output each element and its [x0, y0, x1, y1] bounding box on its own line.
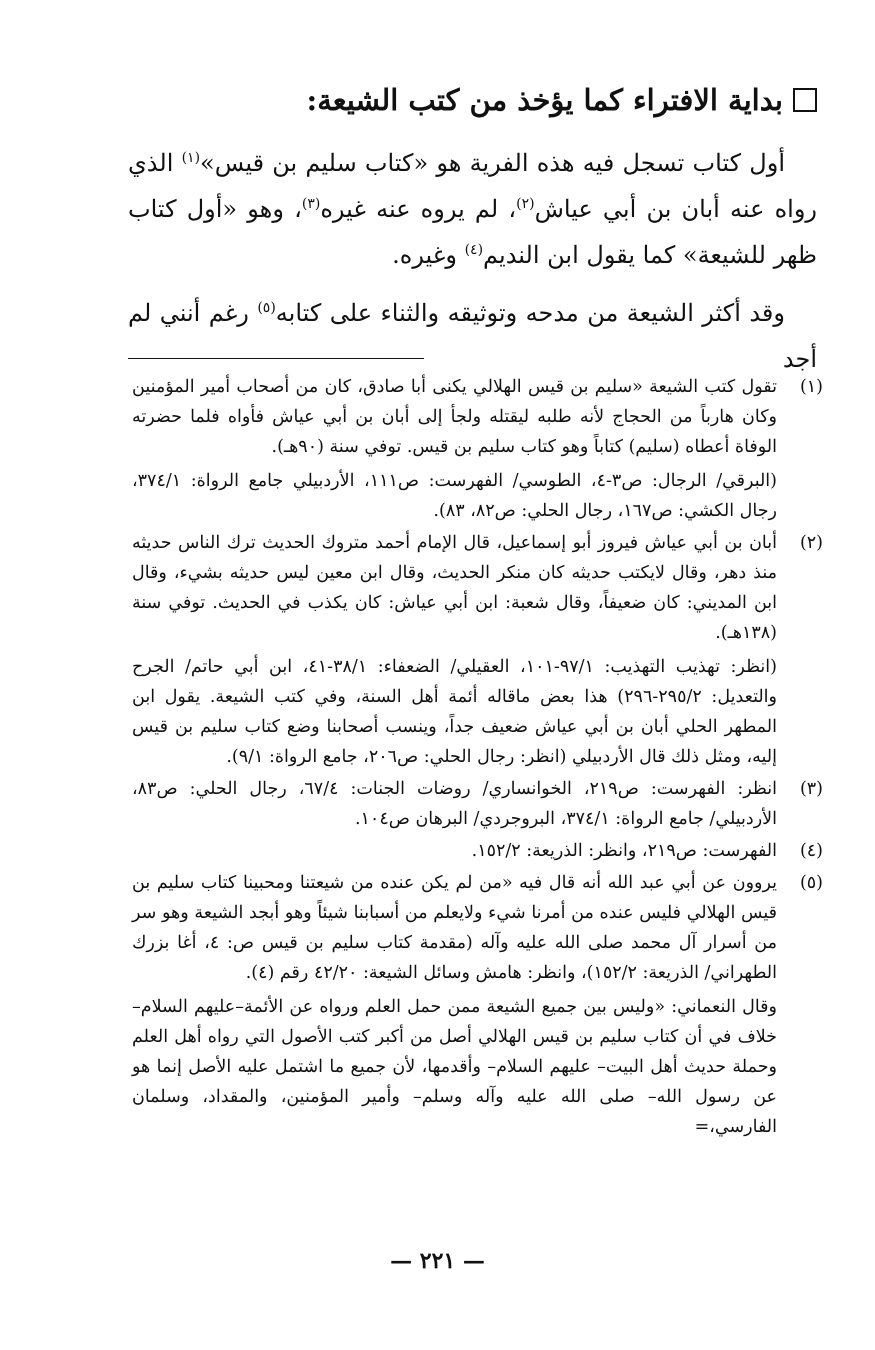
footnote — [132, 774, 823, 834]
footnote-number: (١) — [799, 377, 823, 397]
footnote-marker: (٥) — [257, 300, 276, 316]
text-run: ، لم يروه عنه غيره — [320, 195, 517, 223]
main-text — [128, 140, 817, 382]
footnote-text: وقال النعماني: «وليس بين جميع الشيعة ممن حمل العلم ورواه عن الأئمة–عليهم السلام– خلاف في أن كتاب سليم بن قيس الهلالي أصل من أكبر كتب الأصول التي رواه أهل العلم وحملة حديث أهل البيت– عليهم السلام– وأقدمها، لأن جميع ما اشتمل عليه الأصل إنما هو عن رسول الله– صلى الله عليه وآله وسلم– وأمير المؤمنين، والمقداد، وسلمان الفارسي،= — [132, 997, 777, 1137]
footnote-body — [132, 868, 777, 1142]
footnote — [132, 868, 823, 1142]
footnotes — [132, 372, 823, 1144]
footnote-marker: (٢) — [516, 196, 535, 212]
main-paragraph-2 — [128, 290, 817, 382]
footnote-body — [132, 372, 777, 526]
text-run: أول كتاب تسجل فيه هذه الفرية هو «كتاب سليم بن قيس» — [200, 149, 785, 177]
footnote — [132, 372, 823, 526]
footnote-body — [132, 528, 777, 772]
footnote-body — [132, 836, 777, 866]
footnote-text: تقول كتب الشيعة «سليم بن قيس الهلالي يكنى أبا صادق، كان من أصحاب أمير المؤمنين وكان هارباً من الحجاج لأنه طلبه ليقتله ولجأ إلى أبان بن أبي عياش فأواه فلما حضرته الوفاة أعطاه (سليم) كتاباً وهو كتاب سليم بن قيس. توفي سنة (٩٠هـ). — [132, 377, 777, 457]
footnote-text: الفهرست: ص٢١٩، وانظر: الذريعة: ١٥٢/٢. — [471, 841, 777, 861]
page-number: — ٢٢١ — — [390, 1248, 485, 1274]
footnote-separator — [128, 358, 424, 359]
square-bullet-icon — [793, 88, 817, 112]
footnote — [132, 836, 823, 866]
heading-text: بداية الافتراء كما يؤخذ من كتب الشيعة: — [306, 83, 783, 117]
text-run: رغم أنني لم أجد — [128, 299, 817, 373]
text-run: الذي رواه عنه أبان بن أبي عياش — [128, 149, 818, 223]
main-paragraph-1 — [128, 140, 817, 278]
footnote-number: (٢) — [799, 533, 823, 553]
footnote-marker: (٤) — [464, 242, 484, 258]
section-heading — [120, 78, 817, 122]
footnote-marker: (١) — [181, 150, 201, 166]
footnote-number: (٤) — [799, 841, 823, 861]
text-run: وقد أكثر الشيعة من مدحه وتوثيقه والثناء على كتابه — [275, 299, 785, 327]
footnote-body — [132, 774, 777, 834]
footnote — [132, 528, 823, 772]
footnote-number: (٣) — [799, 779, 823, 799]
text-run: وغيره. — [392, 241, 465, 269]
text-run: ، وهو «أول كتاب ظهر للشيعة» كما يقول ابن النديم — [128, 195, 817, 269]
footnote-marker: (٣) — [301, 196, 321, 212]
footnote-number: (٥) — [799, 873, 823, 893]
footnote-text: (انظر: تهذيب التهذيب: ٩٧/١-١٠١، العقيلي/ الضعفاء: ٣٨/١-٤١، ابن أبي حاتم/ الجرح والتعديل: ٢٩٥/٢-٢٩٦) هذا بعض ماقاله أئمة أهل السنة، وفي كتب الشيعة. يقول ابن المطهر الحلي أبان بن أبي عياش ضعيف جداً، وينسب أصحابنا وضع كتاب سليم بن قيس إليه، ومثل ذلك قال الأردبيلي (انظر: رجال الحلي: ص٢٠٦، جامع الرواة: ٩/١). — [132, 657, 777, 767]
footnote-text: أبان بن أبي عياش فيروز أبو إسماعيل، قال الإمام أحمد متروك الحديث ترك الناس حديثه منذ دهر، وقال لايكتب حديثه كان منكر الحديث، وقال ابن معين ليس حديثه بشيء، وقال ابن المديني: كان ضعيفاً، وقال شعبة: ابن أبي عياش: كان يكذب في الحديث. توفي سنة (١٣٨هـ). — [132, 533, 777, 643]
footnote-text: انظر: الفهرست: ص٢١٩، الخوانساري/ روضات الجنات: ٦٧/٤، رجال الحلي: ص٨٣، الأردبيلي/ جامع الرواة: ٣٧٤/١، البروجردي/ البرهان ص١٠٤. — [132, 779, 778, 829]
footnote-text: يروون عن أبي عبد الله أنه قال فيه «من لم يكن عنده من شيعتنا ومحبينا كتاب سليم بن قيس الهلالي فليس عنده من أمرنا شيء ولايعلم من أسبابنا شيئاً وهو أبجد الشيعة وهو سر من أسرار آل محمد صلى الله عليه وآله (مقدمة كتاب سليم بن قيس ص: ٤، أغا بزرك الطهراني/ الذريعة: ١٥٢/٢)، وانظر: هامش وسائل الشيعة: ٤٢/٢٠ رقم (٤). — [132, 873, 777, 983]
footnote-text: (البرقي/ الرجال: ص٣-٤، الطوسي/ الفهرست: ص١١١، الأردبيلي جامع الرواة: ٣٧٤/١، رجال الكشي: ص١٦٧، رجال الحلي: ص٨٢، ٨٣). — [132, 471, 777, 521]
